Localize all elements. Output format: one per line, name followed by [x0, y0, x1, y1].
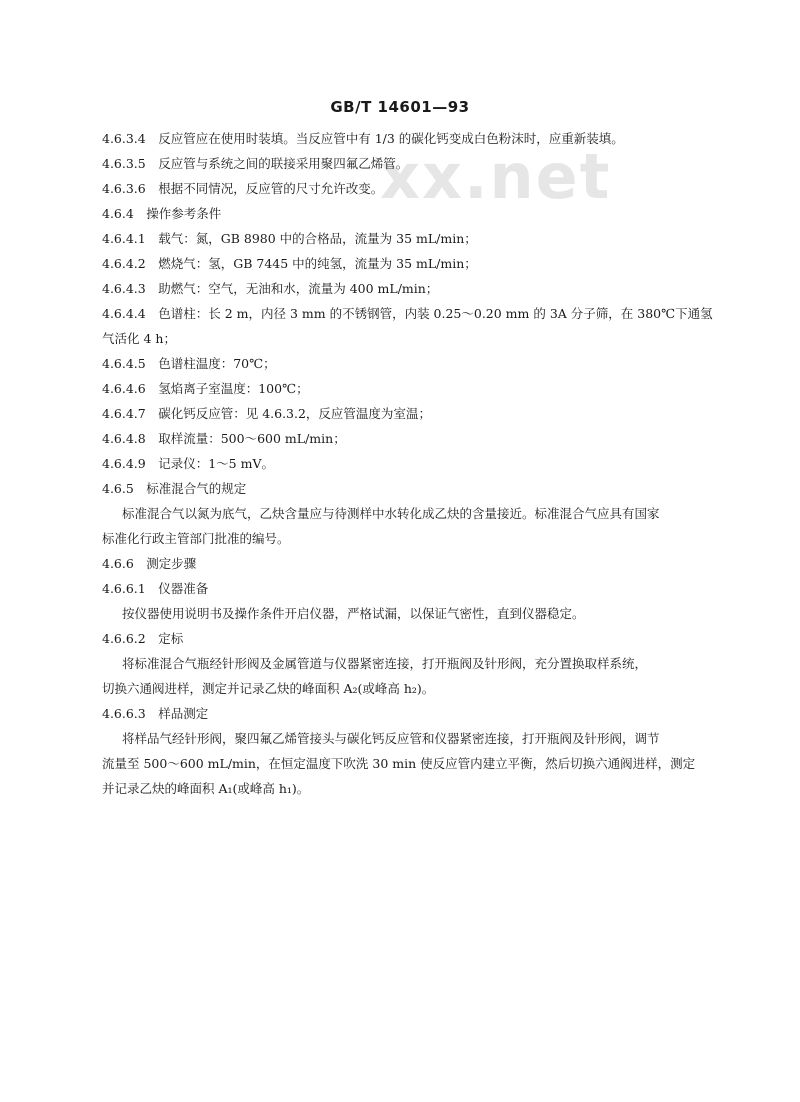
- paragraph-4-6-5-line1: 标准混合气以氮为底气，乙炔含量应与待测样中水转化成乙炔的含量接近。标准混合气应具有国家: [122, 506, 660, 521]
- heading-4-6-6: 4.6.6 测定步骤: [102, 556, 197, 571]
- clause-4-6-4-6: 4.6.4.6 氢焰离子室温度：100℃；: [102, 381, 309, 396]
- paragraph-4-6-6-2-line2: 切换六通阀进样，测定并记录乙炔的峰面积 A₂(或峰高 h₂)。: [102, 681, 435, 696]
- clause-4-6-3-6: 4.6.3.6 根据不同情况，反应管的尺寸允许改变。: [102, 181, 384, 196]
- paragraph-4-6-6-3-line2: 流量至 500～600 mL/min，在恒定温度下吹洗 30 min 使反应管内建立平衡，然后切换六通阀进样，测定: [102, 756, 696, 771]
- clause-4-6-4-9: 4.6.4.9 记录仪：1～5 mV。: [102, 456, 274, 471]
- page-header: GB/T 14601—93: [330, 98, 470, 116]
- clause-4-6-3-4: 4.6.3.4 反应管应在使用时装填。当反应管中有 1/3 的碳化钙变成白色粉沫时，应重新装填。: [102, 131, 624, 146]
- clause-4-6-3-5: 4.6.3.5 反应管与系统之间的联接采用聚四氟乙烯管。: [102, 156, 409, 171]
- paragraph-4-6-6-1: 按仪器使用说明书及操作条件开启仪器，严格试漏，以保证气密性，直到仪器稳定。: [122, 606, 585, 621]
- paragraph-4-6-6-3-line1: 将样品气经针形阀，聚四氟乙烯管接头与碳化钙反应管和仪器紧密连接，打开瓶阀及针形阀，调节: [122, 731, 660, 746]
- clause-4-6-4-4: 4.6.4.4 色谱柱：长 2 m，内径 3 mm 的不锈钢管，内装 0.25～0.20 mm 的 3A 分子筛，在 380℃下通氢: [102, 306, 713, 321]
- clause-4-6-4-8: 4.6.4.8 取样流量：500～600 mL/min；: [102, 431, 346, 446]
- watermark: xx.net: [380, 140, 612, 213]
- paragraph-4-6-5-line2: 标准化行政主管部门批准的编号。: [102, 531, 290, 546]
- clause-4-6-4-2: 4.6.4.2 燃烧气：氢，GB 7445 中的纯氢，流量为 35 mL/min；: [102, 256, 477, 271]
- clause-4-6-4-4-cont: 气活化 4 h；: [102, 331, 176, 346]
- heading-4-6-4: 4.6.4 操作参考条件: [102, 206, 222, 221]
- paragraph-4-6-6-2-line1: 将标准混合气瓶经针形阀及金属管道与仪器紧密连接，打开瓶阀及针形阀，充分置换取样系统，: [122, 656, 648, 671]
- clause-4-6-4-1: 4.6.4.1 载气：氮，GB 8980 中的合格品，流量为 35 mL/min；: [102, 231, 477, 246]
- heading-4-6-5: 4.6.5 标准混合气的规定: [102, 481, 247, 496]
- paragraph-4-6-6-3-line3: 并记录乙炔的峰面积 A₁(或峰高 h₁)。: [102, 781, 310, 796]
- heading-4-6-6-3: 4.6.6.3 样品测定: [102, 706, 209, 721]
- clause-4-6-4-7: 4.6.4.7 碳化钙反应管：见 4.6.3.2，反应管温度为室温；: [102, 406, 431, 421]
- clause-4-6-4-5: 4.6.4.5 色谱柱温度：70℃；: [102, 356, 276, 371]
- heading-4-6-6-2: 4.6.6.2 定标: [102, 631, 184, 646]
- clause-4-6-4-3: 4.6.4.3 助燃气：空气，无油和水，流量为 400 mL/min；: [102, 281, 439, 296]
- heading-4-6-6-1: 4.6.6.1 仪器准备: [102, 581, 209, 596]
